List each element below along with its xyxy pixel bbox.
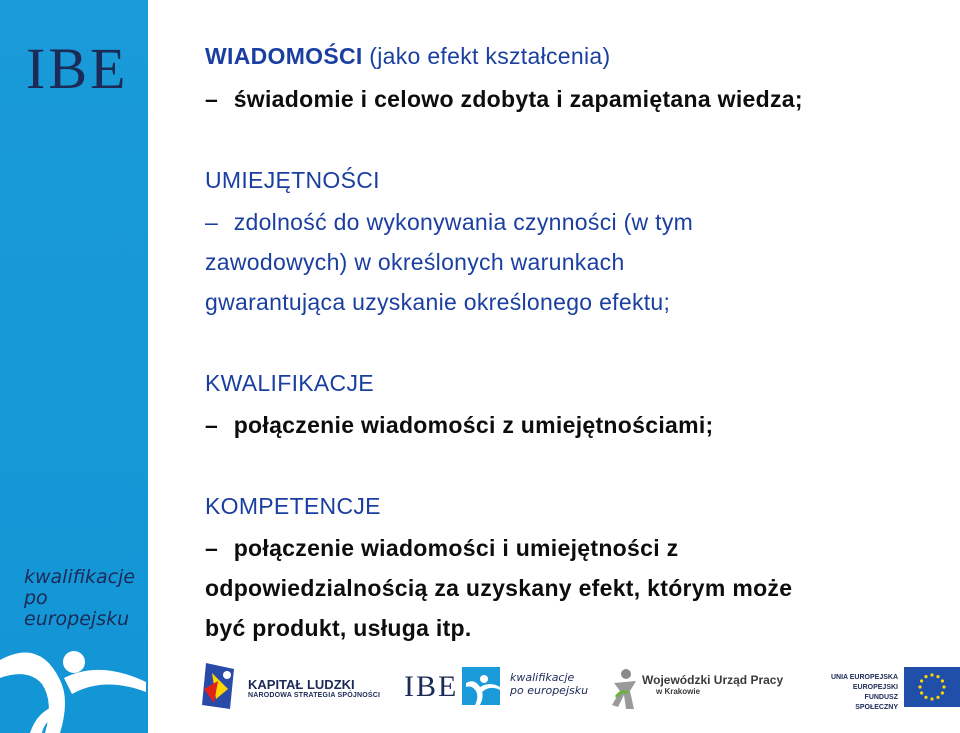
kwalifikacje-footer-text bbox=[510, 671, 588, 697]
section-heading-kompetencje: KOMPETENCJE bbox=[205, 493, 381, 519]
section-line bbox=[205, 209, 693, 236]
ibe-logo: IBE bbox=[26, 36, 129, 101]
section-line bbox=[205, 535, 678, 562]
brand-line-1: kwalifikacje bbox=[24, 566, 136, 588]
wup-logo bbox=[642, 673, 783, 696]
section-line bbox=[205, 86, 803, 113]
eu-text bbox=[820, 673, 898, 713]
kapital-ludzki-emblem-icon bbox=[200, 659, 240, 715]
eu-line-2: EUROPEJSKI bbox=[852, 684, 898, 691]
kapital-ludzki-logo bbox=[248, 677, 380, 699]
footer-logo-strip bbox=[196, 655, 960, 733]
dash-marker: – bbox=[205, 86, 219, 112]
eu-flag-icon bbox=[904, 667, 960, 707]
section-line: gwarantująca uzyskanie określonego efektu; bbox=[205, 289, 671, 315]
section-heading-wiadomosci bbox=[205, 43, 610, 70]
kp-line-2: po europejsku bbox=[510, 684, 589, 697]
section-heading-umiejetnosci: UMIEJĘTNOŚCI bbox=[205, 167, 380, 193]
wup-title: Wojewódzki Urząd Pracy bbox=[642, 673, 784, 687]
line-text: świadomie i celowo zdobyta i zapamiętana wiedza; bbox=[233, 86, 803, 112]
wup-subtitle: w Krakowie bbox=[656, 687, 701, 696]
heading-rest: (jako efekt kształcenia) bbox=[362, 43, 611, 69]
eu-line-3: FUNDUSZ SPOŁECZNY bbox=[855, 694, 898, 711]
heading-bold: WIADOMOŚCI bbox=[205, 43, 363, 69]
section-line bbox=[205, 412, 714, 439]
running-figure-icon bbox=[0, 620, 148, 733]
kapital-ludzki-subtitle: NARODOWA STRATEGIA SPÓJNOŚCI bbox=[248, 692, 381, 699]
brand-line-2: po europejsku bbox=[24, 587, 130, 630]
line-text: połączenie wiadomości i umiejętności z bbox=[233, 535, 679, 561]
kapital-ludzki-title: KAPITAŁ LUDZKI bbox=[248, 677, 355, 692]
section-line: odpowiedzialnością za uzyskany efekt, którym może bbox=[205, 575, 793, 601]
sidebar bbox=[0, 0, 148, 733]
wup-figure-icon bbox=[610, 667, 640, 711]
section-heading-kwalifikacje: KWALIFIKACJE bbox=[205, 370, 374, 396]
dash-marker: – bbox=[205, 535, 219, 561]
section-line: być produkt, usługa itp. bbox=[205, 615, 472, 641]
line-text: połączenie wiadomości z umiejętnościami; bbox=[233, 412, 714, 438]
line-text: zdolność do wykonywania czynności (w tym bbox=[233, 209, 694, 235]
kwalifikacje-emblem-icon bbox=[462, 667, 500, 705]
ibe-footer-logo: IBE bbox=[404, 670, 459, 703]
eu-line-1: UNIA EUROPEJSKA bbox=[830, 674, 898, 681]
dash-marker: – bbox=[205, 209, 219, 235]
dash-marker: – bbox=[205, 412, 219, 438]
section-line: zawodowych) w określonych warunkach bbox=[205, 249, 625, 275]
kp-line-1: kwalifikacje bbox=[510, 671, 575, 684]
